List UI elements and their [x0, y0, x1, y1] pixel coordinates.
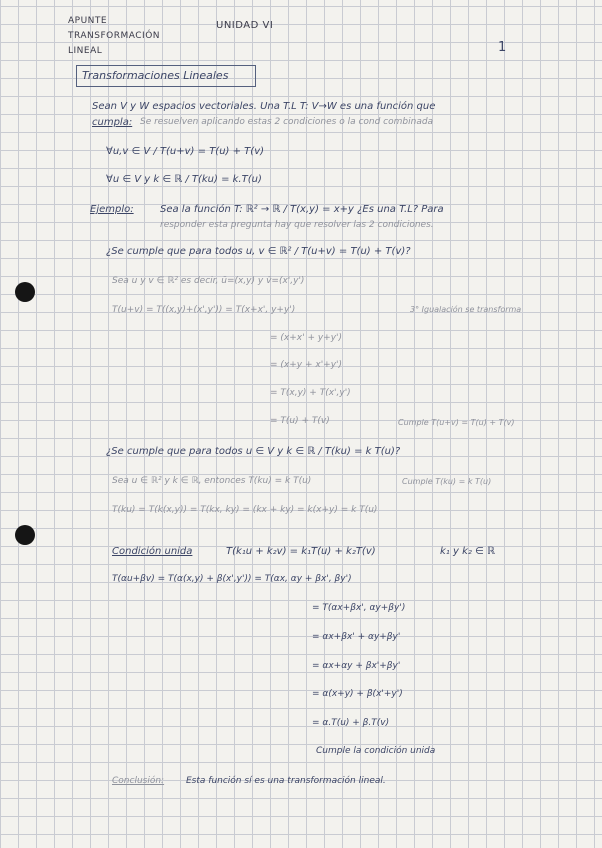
example-line1: Sea la función T: ℝ² → ℝ / T(x,y) = x+y ¿Es una T.L? Para — [160, 204, 444, 215]
definition-note: Se resuelven aplicando estas 2 condiciones o la cond combinada — [140, 117, 434, 127]
combined-line2: = T(αx+βx', αy+βy') — [312, 603, 406, 613]
conclusion-text: Esta función sí es una transformación lineal. — [186, 776, 386, 786]
binder-hole-top — [15, 282, 35, 302]
page-number: 1 — [498, 40, 507, 55]
conclusion-label: Conclusión: — [112, 776, 165, 786]
combined-line1: T(αu+βv) = T(α(x,y) + β(x',y')) = T(αx, αy + βx', βy') — [112, 574, 352, 584]
example-label: Ejemplo: — [90, 204, 134, 215]
combined-check: Cumple la condición unida — [316, 746, 436, 756]
binder-hole-bottom — [15, 525, 35, 545]
combined-line4: = αx+αy + βx'+βy' — [312, 661, 401, 671]
page-title: Transformaciones Lineales — [82, 69, 229, 82]
additivity-intro: Sea u y v ∈ ℝ² es decir, ū=(x,y) y v̄=(x',y') — [112, 276, 305, 286]
additivity-side-note: 3° Igualación se transforma — [410, 305, 522, 314]
condition-homogeneity: ∀u ∈ V y k ∈ ℝ / T(ku) = k.T(u) — [106, 174, 262, 185]
additivity-line4: = T(x,y) + T(x',y') — [270, 388, 351, 398]
header-subject-line2: TRANSFORMACIÓN — [68, 31, 161, 41]
definition-label: cumpla: — [92, 117, 133, 128]
combined-scalars: k₁ y k₂ ∈ ℝ — [440, 546, 495, 557]
additivity-line1: T(u+v) = T((x,y)+(x',y')) = T(x+x', y+y') — [112, 305, 296, 315]
additivity-line3: = (x+y + x'+y') — [270, 360, 343, 370]
homogeneity-intro: Sea u ∈ ℝ² y k ∈ ℝ, entonces T(ku) = k T(u) — [112, 476, 312, 486]
header-subject-line1: APUNTE — [68, 16, 108, 26]
combined-label: Condición unida — [112, 546, 193, 557]
homogeneity-question: ¿Se cumple que para todos u ∈ V y k ∈ ℝ / T(ku) = k T(u)? — [106, 446, 401, 457]
definition-line1: Sean V y W espacios vectoriales. Una T.L T: V→W es una función que — [92, 101, 436, 112]
additivity-question: ¿Se cumple que para todos u, v ∈ ℝ² / T(u+v) = T(u) + T(v)? — [106, 246, 411, 257]
additivity-line5: = T(u) + T(v) — [270, 416, 330, 426]
homogeneity-intro-check: Cumple T(ku) = k T(u) — [402, 477, 492, 486]
combined-line3: = αx+βx' + αy+βy' — [312, 632, 401, 642]
combined-line6: = α.T(u) + β.T(v) — [312, 718, 390, 728]
additivity-line2: = (x+x' + y+y') — [270, 333, 343, 343]
combined-formula: T(k₁u + k₂v) = k₁T(u) + k₂T(v) — [226, 546, 376, 557]
additivity-check: Cumple T(u+v) = T(u) + T(v) — [398, 418, 515, 427]
homogeneity-line1: T(ku) = T(k(x,y)) = T(kx, ky) = (kx + ky) = k(x+y) = k T(u) — [112, 505, 378, 515]
header-unit: UNIDAD VI — [216, 20, 274, 31]
header-subject-line3: LINEAL — [68, 46, 103, 56]
example-line2: responder esta pregunta hay que resolver las 2 condiciones. — [160, 220, 434, 230]
combined-line5: = α(x+y) + β(x'+y') — [312, 689, 403, 699]
condition-additivity: ∀u,v ∈ V / T(u+v) = T(u) + T(v) — [106, 146, 265, 157]
